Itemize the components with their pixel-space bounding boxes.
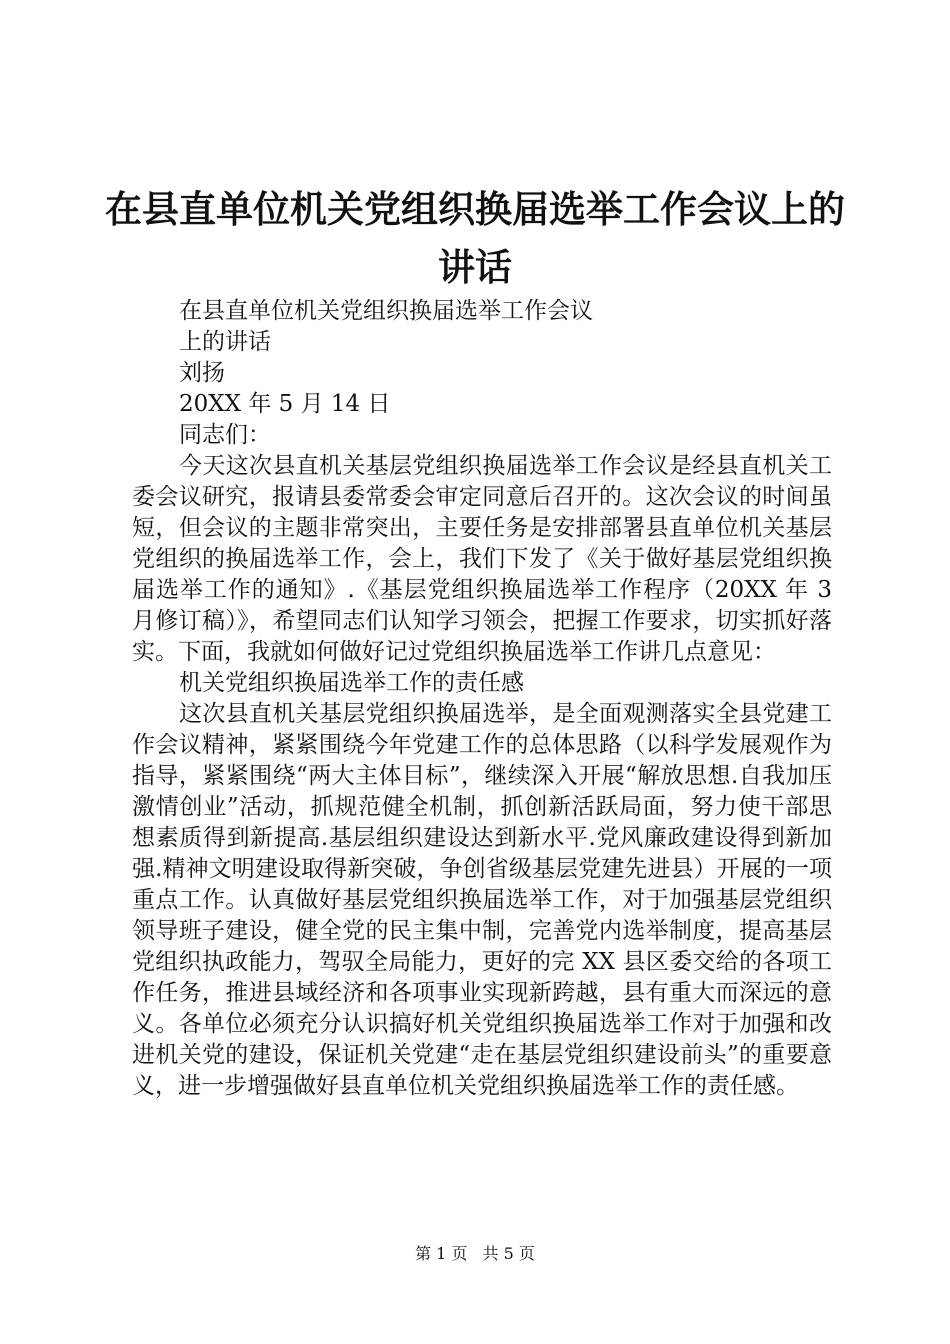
speech-date: 20XX 年 5 月 14 日 xyxy=(179,391,391,417)
paragraph-responsibility: 这次县直机关基层党组织换届选举，是全面观测落实全县党建工作会议精神，紧紧围绕今年党建工作的总体思路（以科学发展观作为指导，紧紧围绕“两大主体目标”，继续深入开展“解放思想.自我加压激情创业”活动，抓规范健全机制，抓创新活跃局面，努力使干部思想素质得到新提高.基层组织建设达到新水平.党风廉政建设得到新加强.精神文明建设取得新突破，争创省级基层党建先进县）开展的一项重点工作。认真做好基层党组织换届选举工作，对于加强基层党组织领导班子建设，健全党的民主集中制，完善党内选举制度，提高基层党组织执政能力，驾驭全局能力，更好的完 XX 县区委交给的各项工作任务，推进县域经济和各项事业实现新跨越，县有重大而深远的意义。各单位必须充分认识搞好机关党组织换届选举工作对于加强和改进机关党的建设，保证机关党建“走在基层党组织建设前头”的重要意义，进一步增强做好县直单位机关党组织换届选举工作的责任感。 xyxy=(132,701,832,1099)
salutation: 同志们： xyxy=(179,422,271,448)
page-footer xyxy=(0,1243,950,1265)
header-line-title-part2: 上的讲话 xyxy=(179,329,271,355)
section-heading: 机关党组织换届选举工作的责任感 xyxy=(179,670,524,696)
paragraph-intro: 今天这次县直机关基层党组织换届选举工作会议是经县直机关工委会议研究，报请县委常委会审定同意后召开的。这次会议的时间虽短，但会议的主题非常突出，主要任务是安排部署县直单位机关基层党组织的换届选举工作，会上，我们下发了《关于做好基层党组织换届选举工作的通知》.《基层党组织换届选举工作程序（20XX 年 3 月修订稿）》，希望同志们认知学习领会，把握工作要求，切实抓好落实。下面，我就如何做好记过党组织换届选举工作讲几点意见： xyxy=(132,453,832,665)
header-line-title-part1: 在县直单位机关党组织换届选举工作会议 xyxy=(179,298,593,324)
document-body xyxy=(132,296,832,1102)
page-total: 共 5 页 xyxy=(482,1244,535,1263)
author-name: 刘扬 xyxy=(179,360,225,386)
document-title: 在县直单位机关党组织换届选举工作会议上的讲话 xyxy=(105,187,845,289)
page-number: 第 1 页 xyxy=(415,1244,468,1263)
